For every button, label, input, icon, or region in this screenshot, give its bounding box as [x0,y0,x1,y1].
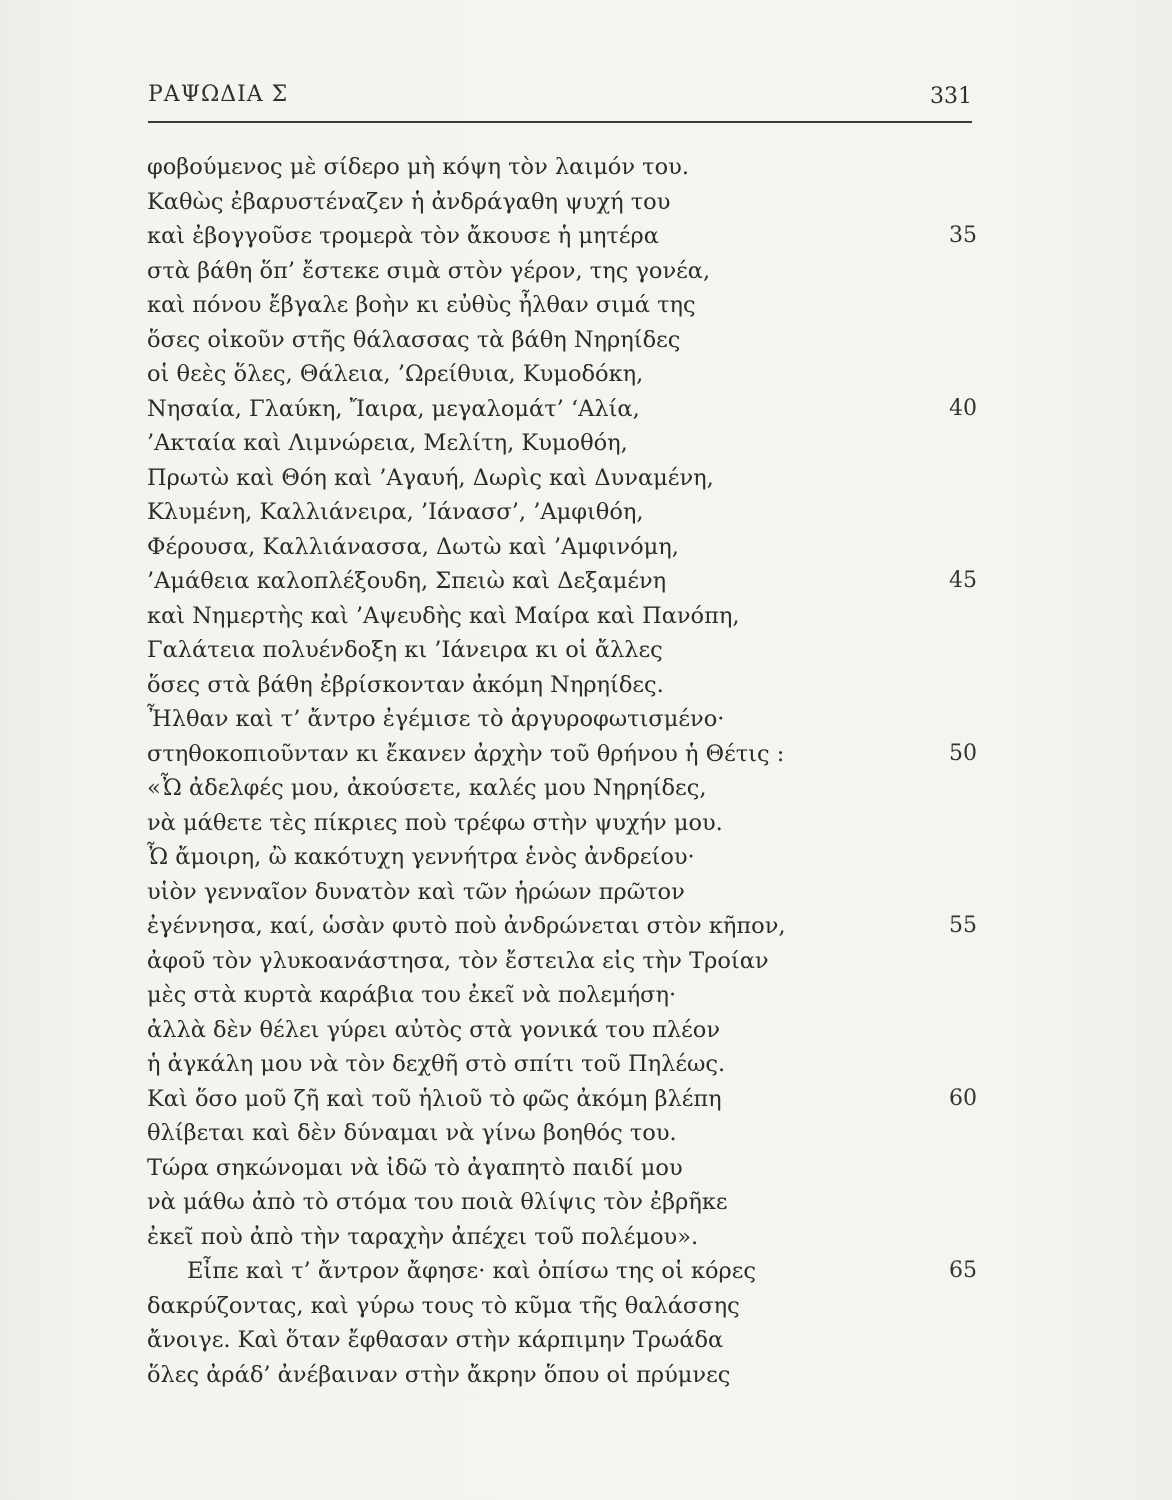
verse-line [147,944,977,979]
verse-line [147,771,977,806]
verse-text: ὅσες στὰ βάθη ἐβρίσκονταν ἀκόμη Νηρηίδες. [147,671,664,698]
verse-text: στὰ βάθη ὅπ’ ἔστεκε σιμὰ στὸν γέρον, της γονέα, [147,257,711,284]
verse-line [147,737,977,772]
line-number: 50 [949,740,977,766]
verse-line [147,909,977,944]
running-title: ΡΑΨΩΔΙΑ Σ [148,82,289,107]
verse-line [147,1047,977,1082]
verse-line [147,1013,977,1048]
verse-line [147,1323,977,1358]
verse-text: ἐκεῖ ποὺ ἀπὸ τὴν ταραχὴν ἀπέχει τοῦ πολέμου». [147,1223,699,1250]
verse-line [147,978,977,1013]
verse-text: ’Ακταία καὶ Λιμνώρεια, Μελίτη, Κυμοθόη, [147,430,628,456]
verse-line [147,1358,977,1393]
verse-text: φοβούμενος μὲ σίδερο μὴ κόψη τὸν λαιμόν του. [147,154,690,180]
verse-text: δακρύζοντας, καὶ γύρω τους τὸ κῦμα τῆς θαλάσσης [147,1292,740,1319]
verse-line [147,323,977,358]
verse-line [147,461,977,496]
verse-text: Ὦ ἄμοιρη, ὢ κακότυχη γεννήτρα ἑνὸς ἀνδρείου· [147,844,695,870]
verse-line [147,806,977,841]
verse-line [147,840,977,875]
verse-line [147,702,977,737]
verse-line [147,288,977,323]
verse-text: στηθοκοπιοῦνταν κι ἔκανεν ἀρχὴν τοῦ θρήνου ἡ Θέτις : [147,740,785,767]
verse-text: θλίβεται καὶ δὲν δύναμαι νὰ γίνω βοηθός του. [147,1120,677,1146]
verse-text: καὶ πόνου ἔβγαλε βοὴν κι εὐθὺς ἦλθαν σιμά της [147,292,696,318]
verse-text: ἀλλὰ δὲν θέλει γύρει αὐτὸς στὰ γονικά του πλέον [147,1016,721,1043]
verse-line [147,1116,977,1151]
verse-line [147,530,977,565]
verse-text: οἱ θεὲς ὅλες, Θάλεια, ’Ωρείθυια, Κυμοδόκη, [147,361,644,387]
line-number: 40 [949,395,977,421]
verse-line [147,875,977,910]
verse-line [147,254,977,289]
verse-text: ’Αμάθεια καλοπλέξουδη, Σπειὼ καὶ Δεξαμένη [147,568,667,594]
verse-text: Πρωτὼ καὶ Θόη καὶ ’Αγαυή, Δωρὶς καὶ Δυναμένη, [147,464,714,491]
verse-text: ἄνοιγε. Καὶ ὅταν ἔφθασαν στὴν κάρπιμην Τρωάδα [147,1327,724,1353]
verse-line [147,357,977,392]
verse-text: υἱὸν γενναῖον δυνατὸν καὶ τῶν ἡρώων πρῶτον [147,878,685,905]
verse-line [147,392,977,427]
poem-text [147,150,977,1392]
verse-line [147,150,977,185]
line-number: 55 [949,913,977,938]
page-number: 331 [930,84,972,109]
verse-line [147,219,977,254]
verse-text: ἡ ἀγκάλη μου νὰ τὸν δεχθῆ στὸ σπίτι τοῦ Πηλέως. [147,1051,726,1077]
verse-text: Τώρα σηκώνομαι νὰ ἰδῶ τὸ ἀγαπητὸ παιδί μου [147,1154,683,1181]
verse-text: ὅλες ἀράδ’ ἀνέβαιναν στὴν ἄκρην ὅπου οἱ πρύμνες [147,1361,731,1388]
verse-line [147,1289,977,1324]
running-head [148,82,972,118]
verse-text: Φέρουσα, Καλλιάνασσα, Δωτὼ καὶ ’Αμφινόμη, [147,533,679,560]
verse-line [147,1254,977,1289]
verse-text: Κλυμένη, Καλλιάνειρα, ’Ιάνασσ’, ’Αμφιθόη, [147,499,644,525]
verse-text: νὰ μάθετε τὲς πίκριες ποὺ τρέφω στὴν ψυχήν μου. [147,809,723,836]
verse-line [147,599,977,634]
verse-line [147,495,977,530]
line-number: 35 [949,223,977,248]
verse-text: Ἦλθαν καὶ τ’ ἄντρο ἐγέμισε τὸ ἀργυροφωτισμένο· [147,706,725,732]
verse-text: νὰ μάθω ἀπὸ τὸ στόμα του ποιὰ θλίψις τὸν ἐβρῆκε [147,1189,728,1215]
line-number: 60 [949,1085,977,1111]
verse-text: καὶ Νημερτὴς καὶ ’Αψευδὴς καὶ Μαίρα καὶ Πανόπη, [147,602,740,629]
verse-line [147,564,977,599]
verse-text: μὲς στὰ κυρτὰ καράβια του ἐκεῖ νὰ πολεμήση· [147,982,677,1008]
line-number: 45 [949,568,977,593]
verse-text: Καὶ ὅσο μοῦ ζῆ καὶ τοῦ ἡλιοῦ τὸ φῶς ἀκόμη βλέπη [147,1085,722,1112]
verse-line [147,185,977,220]
verse-text: Νησαία, Γλαύκη, Ἴαιρα, μεγαλομάτ’ ‘Αλία, [147,395,640,422]
verse-text: ἀφοῦ τὸν γλυκοανάστησα, τὸν ἔστειλα εἰς τὴν Τροίαν [147,947,769,974]
verse-text: καὶ ἐβογγοῦσε τρομερὰ τὸν ἄκουσε ἡ μητέρα [147,223,659,249]
verse-line [147,633,977,668]
verse-line [147,426,977,461]
verse-text: ἐγέννησα, καί, ὡσὰν φυτὸ ποὺ ἀνδρώνεται στὸν κῆπον, [147,913,786,939]
verse-text: Καθὼς ἐβαρυστέναζεν ἡ ἀνδράγαθη ψυχή του [147,188,671,215]
verse-text: «Ὦ ἀδελφές μου, ἀκούσετε, καλές μου Νηρηίδες, [147,775,707,801]
verse-text: Εἶπε καὶ τ’ ἄντρον ἄφησε· καὶ ὀπίσω της οἱ κόρες [187,1258,757,1284]
verse-text: Γαλάτεια πολυένδοξη κι ’Ιάνειρα κι οἱ ἄλλες [147,637,663,663]
verse-line [147,1185,977,1220]
verse-line [147,668,977,703]
verse-line [147,1220,977,1255]
verse-line [147,1082,977,1117]
line-number: 65 [949,1258,977,1283]
verse-text: ὅσες οἰκοῦν στῆς θάλασσας τὰ βάθη Νηρηίδες [147,326,681,353]
header-rule [148,121,972,123]
verse-line [147,1151,977,1186]
